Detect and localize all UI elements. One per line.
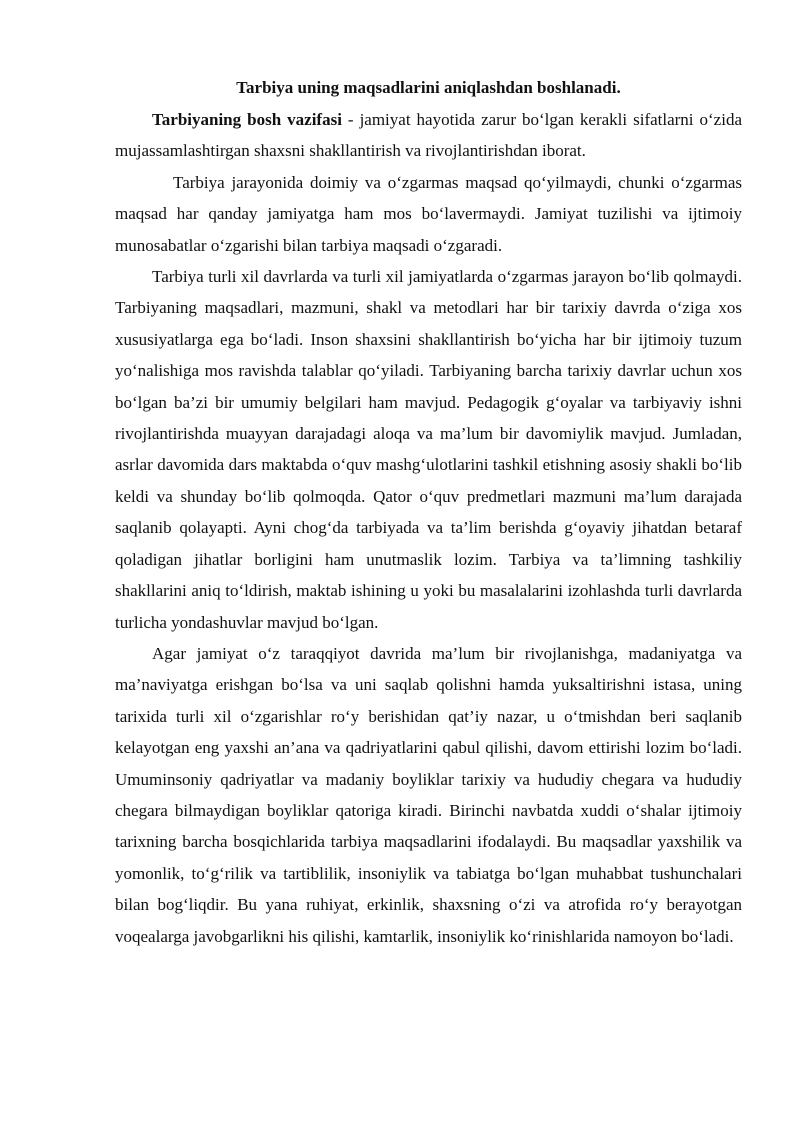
paragraph-4 (115, 638, 742, 952)
paragraph-text: Tarbiya jarayonida doimiy va o‘zgarmas maqsad qo‘yilmaydi, chunki o‘zgarmas maqsad har qanday jamiyatga ham mos bo‘lavermaydi. Jamiyat tuzilishi va ijtimoiy munosabatlar o‘zgarishi bilan tarbiya maqsadi o‘zgaradi. (115, 172, 742, 255)
paragraph-text: Tarbiya turli xil davrlarda va turli xil jamiyatlarda o‘zgarmas jarayon bo‘lib qolmaydi. Tarbiyaning maqsadlari, mazmuni, shakl va metodlari har bir tarixiy davrda o‘ziga xos xususiyatlarga ega bo‘ladi. Inson shaxsini shakllantirish bo‘yicha har bir ijtimoiy tuzum yo‘nalishiga mos ravishda talablar qo‘yiladi. Tarbiyaning barcha tarixiy davrlar uchun xos bo‘lgan ba’zi bir umumiy belgilari ham mavjud. Pedagogik g‘oyalar va tarbiyaviy ishni rivojlantirishda muayyan darajadagi aloqa va ma’lum bir davomiylik mavjud. Jumladan, asrlar davomida dars maktabda o‘quv mashg‘ulotlarini tashkil etishning asosiy shakli bo‘lib keldi va shunday bo‘lib qolmoqda. Qator o‘quv predmetlari mazmuni ma’lum darajada saqlanib qolayapti. Ayni chog‘da tarbiyada va ta’lim berishda g‘oyaviy jihatdan betaraf qoladigan jihatlar borligini ham unutmaslik lozim. Tarbiya va ta’limning tashkiliy shakllarini aniq to‘ldirish, maktab ishining u yoki bu masalalarini izohlashda turli davrlarda turlicha yondashuvlar mavjud bo‘lgan. (115, 267, 742, 632)
page-title: Tarbiya uning maqsadlarini aniqlashdan boshlanadi. (236, 78, 621, 97)
paragraph-1 (115, 104, 742, 167)
paragraph-text: Agar jamiyat o‘z taraqqiyot davrida ma’lum bir rivojlanishga, madaniyatga va ma’naviyatga erishgan bo‘lsa va uni saqlab qolishni hamda yuksaltirishni istasa, uning tarixida turli xil o‘zgarishlar ro‘y berishidan qat’iy nazar, u o‘tmishdan beri saqlanib kelayotgan eng yaxshi an’ana va qadriyatlarini qabul qilishi, davom ettirishi lozim bo‘ladi. Umuminsoniy qadriyatlar va madaniy boyliklar tarixiy va hududiy chegara va hududiy chegara bilmaydigan boyliklar qatoriga kiradi. Birinchi navbatda xuddi o‘shalar ijtimoiy tarixning barcha bosqichlarida tarbiya maqsadlarini ifodalaydi. Bu maqsadlar yaxshilik va yomonlik, to‘g‘rilik va tartiblilik, insoniylik va tabiatga bo‘lgan muhabbat tushunchalari bilan bog‘liqdir. Bu yana ruhiyat, erkinlik, shaxsning o‘zi va atrofida ro‘y berayotgan voqealarga javobgarlikni his qilishi, kamtarlik, insoniylik ko‘rinishlarida namoyon bo‘ladi. (115, 643, 742, 946)
paragraph-lead-bold: Tarbiyaning bosh vazifasi (152, 110, 342, 129)
paragraph-3 (115, 261, 742, 638)
paragraph-text: - jamiyat hayotida zarur bo‘lgan kerakli sifatlarni o‘zida mujassamlashtirgan shaxsni shakllantirish va rivojlantirishdan iborat. (115, 110, 742, 161)
paragraph-2 (115, 167, 742, 261)
